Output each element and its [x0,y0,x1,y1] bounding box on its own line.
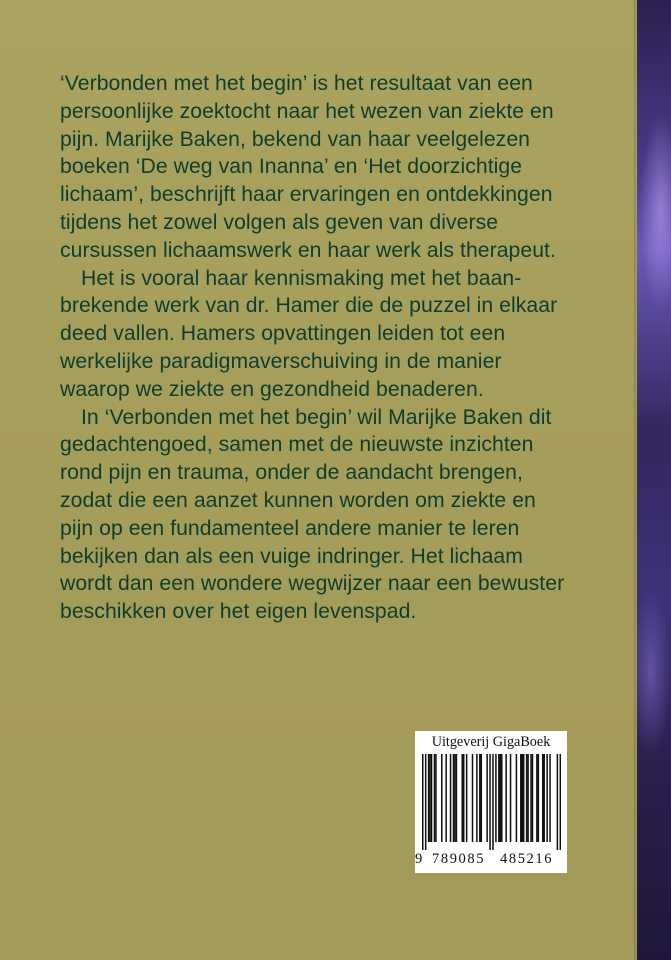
barcode-guard-bar [560,754,561,850]
barcode-bar [520,754,522,842]
barcode-bar [521,754,523,842]
barcode-guard-bar [492,754,494,850]
isbn-left-group: 789085 [432,851,486,867]
barcode-bar [431,754,433,842]
barcode-bar [501,754,503,842]
barcode-bar [538,754,540,842]
isbn-barcode-box [415,731,567,873]
blurb-paragraph-2: Het is vooral haar kennismaking met het baan- brekende werk van dr. Hamer die de puzzel in elkaar deed vallen. Hamers opvattingen leiden tot een werkelijke paradigmaverschuiving in de manier waarop we ziekte en gezondheid benaderen. [60,266,558,401]
barcode-bar [466,754,468,842]
barcode-bar [523,754,525,842]
barcode-bar [481,754,483,842]
barcode-bar [429,754,431,842]
barcode-bar [454,754,456,842]
barcode-bar [434,754,436,842]
publisher-name: Uitgeverij GigaBoek [431,734,551,750]
barcode-guard-bar [425,754,427,850]
barcode-bar [450,754,452,842]
blurb-paragraph-3: In ‘Verbonden met het begin’ wil Marijke Baken dit gedachtengoed, samen met de nieuwste inzichten rond pijn en trauma, onder de aandacht brengen, zodat die een aanzet kunnen worden om ziekte en pijn op een fundamenteel andere manier te leren bekijken dan als een vuige indringer. Het lichaam wordt dan een wondere wegwijzer naar een bewuster beschikken over het eigen levenspad. [60,405,565,624]
isbn-right-group: 485216 [500,851,554,867]
barcode-bar [500,754,502,842]
barcode-bar [549,754,551,842]
barcode-guard-bar [557,754,559,850]
barcode-bar [546,754,548,842]
barcode-bar [542,754,544,842]
book-spine [637,0,671,960]
barcode-bar [516,754,518,842]
barcode-bar [453,754,455,842]
barcode-bar [510,754,512,842]
isbn-first-digit: 9 [415,851,423,867]
blurb-paragraph-1: ‘Verbonden met het begin’ is het resultaat van een persoonlijke zoektocht naar het wezen van ziekte en pijn. Marijke Baken, bekend van haar veelgelezen boeken ‘De weg van Inanna’ en ‘Het doorzichtige lichaam’, beschrijft haar ervaringen en ontdekkingen tijdens het zowel volgen als geven van diverse cursussen lichaamswerk en haar werk als therapeut. [60,72,556,262]
barcode-bar [530,754,532,842]
barcode-bar [536,754,538,842]
barcode-bar [476,754,478,842]
barcode-bar [441,754,443,842]
barcode-bar [472,754,474,842]
back-cover-blurb [60,70,620,626]
barcode-bar [543,754,545,842]
barcode-bar [526,754,528,842]
barcode-bar [505,754,507,842]
barcode-bar [498,754,500,842]
barcode-bar [435,754,437,842]
barcode-bar [428,754,430,842]
barcode-guard-bar [422,754,424,850]
barcode-bar [445,754,447,842]
barcode-bar [463,754,465,842]
barcode-bar [462,754,464,842]
barcode-icon [422,754,561,850]
barcode-bar [495,754,497,842]
barcode-bar [479,754,481,842]
barcode-bar [486,754,488,842]
barcode-bar [456,754,458,842]
barcode-bar [527,754,529,842]
barcode-bar [532,754,534,842]
barcode-guard-bar [489,754,491,850]
